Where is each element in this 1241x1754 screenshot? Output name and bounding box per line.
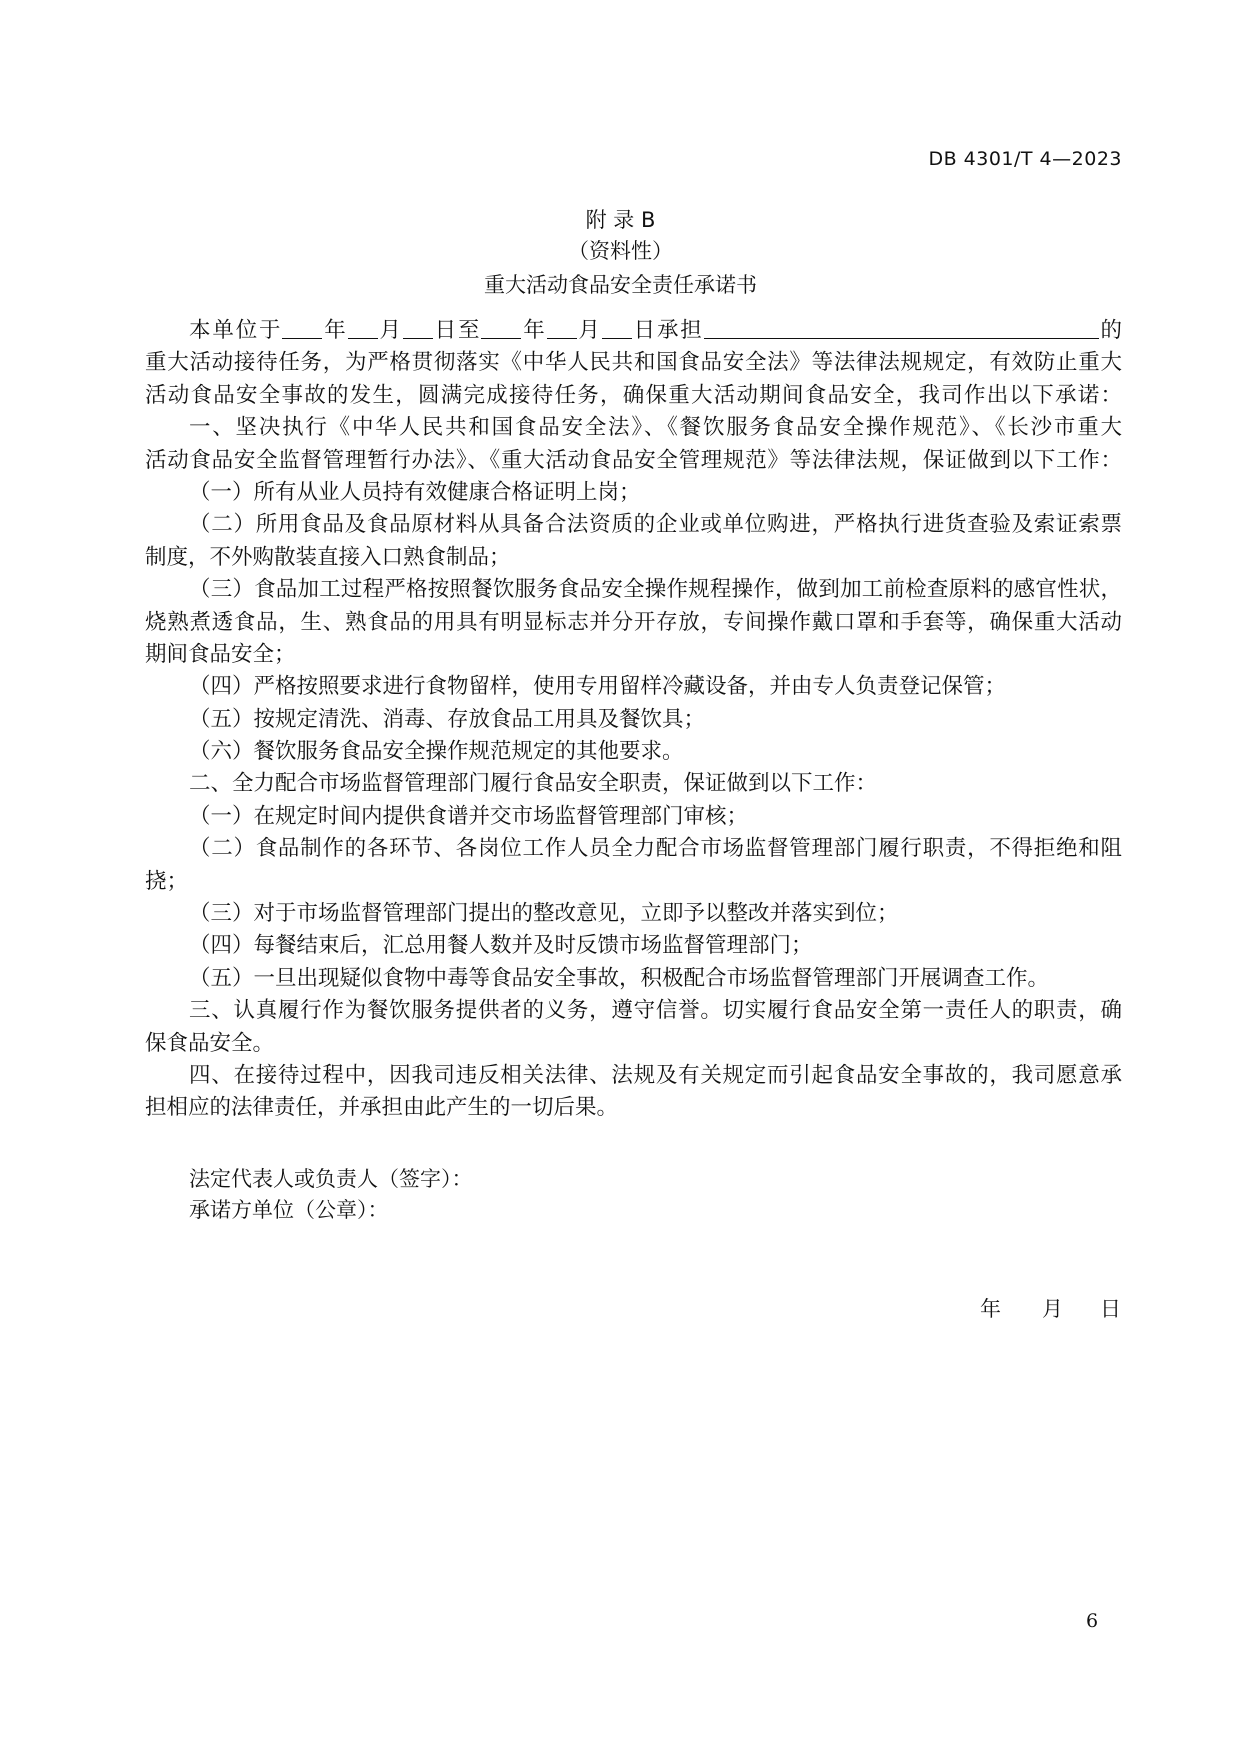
text-line: （一）所有从业人员持有效健康合格证明上岗； xyxy=(189,479,641,505)
text-line: （一）在规定时间内提供食谱并交市场监督管理部门审核； xyxy=(189,803,749,829)
blank-month-2[interactable] xyxy=(547,316,577,339)
text-line: （二）食品制作的各环节、各岗位工作人员全力配合市场监督管理部门履行职责，不得拒绝和阻 xyxy=(189,836,1122,862)
text-line: 三、认真履行作为餐饮服务提供者的义务，遵守信誉。切实履行食品安全第一责任人的职责，确 xyxy=(189,998,1122,1024)
text-line: 二、全力配合市场监督管理部门履行食品安全职责，保证做到以下工作： xyxy=(189,771,878,797)
text-line: 期间食品安全； xyxy=(145,641,296,667)
text-line: 挠； xyxy=(145,868,189,894)
blank-day-1[interactable] xyxy=(403,316,433,339)
date-year: 年 xyxy=(980,1297,1001,1321)
text-line: 重大活动接待任务，为严格贯彻落实《中华人民共和国食品安全法》等法律法规规定，有效防止重大 xyxy=(145,350,1122,376)
text-line: 制度，不外购散装直接入口熟食制品； xyxy=(145,544,511,570)
text-line: （四）每餐结束后，汇总用餐人数并及时反馈市场监督管理部门； xyxy=(189,933,813,959)
document-title: 重大活动食品安全责任承诺书 xyxy=(484,273,757,297)
blank-year-2[interactable] xyxy=(481,316,521,339)
document-code: DB 4301/T 4—2023 xyxy=(928,148,1122,170)
text-line: 担相应的法律责任，并承担由此产生的一切后果。 xyxy=(145,1095,619,1121)
text-line: （五）一旦出现疑似食物中毒等食品安全事故，积极配合市场监督管理部门开展调查工作。 xyxy=(189,965,1050,991)
blank-activity[interactable] xyxy=(704,316,1099,339)
commitment-body xyxy=(145,315,1122,1125)
blank-month-1[interactable] xyxy=(348,316,378,339)
committing-unit-seal: 承诺方单位（公章）： xyxy=(189,1198,389,1222)
text-line: （五）按规定清洗、消毒、存放食品工用具及餐饮具； xyxy=(189,706,706,732)
text-line: （三）对于市场监督管理部门提出的整改意见，立即予以整改并落实到位； xyxy=(189,901,899,927)
text-line: （六）餐饮服务食品安全操作规范规定的其他要求。 xyxy=(189,739,684,765)
appendix-label: 附 录 B xyxy=(585,208,656,232)
text-line: 活动食品安全监督管理暂行办法》、《重大活动食品安全管理规范》等法律法规，保证做到以下工作： xyxy=(145,447,1122,473)
text-line: （二）所用食品及食品原材料从具备合法资质的企业或单位购进，严格执行进货查验及索证索票 xyxy=(189,512,1122,538)
date-day: 日 xyxy=(1100,1297,1121,1321)
appendix-nature: （资料性） xyxy=(568,239,673,263)
legal-representative-signature: 法定代表人或负责人（签字）： xyxy=(189,1167,473,1191)
text-line: 保食品安全。 xyxy=(145,1030,275,1056)
blank-day-2[interactable] xyxy=(602,316,632,339)
text-line: （四）严格按照要求进行食物留样，使用专用留样冷藏设备，并由专人负责登记保管； xyxy=(189,674,1007,700)
text-line: 一、坚决执行《中华人民共和国食品安全法》、《餐饮服务食品安全操作规范》、《长沙市重大 xyxy=(189,415,1122,441)
first-line: 本单位于 年 月 日至 年 月 日承担 的 xyxy=(189,318,1122,343)
text-line: （三）食品加工过程严格按照餐饮服务食品安全操作规程操作，做到加工前检查原料的感官性状， xyxy=(189,577,1122,603)
text-line: 烧熟煮透食品，生、熟食品的用具有明显标志并分开存放，专间操作戴口罩和手套等，确保重大活动 xyxy=(145,609,1122,635)
text-line: 四、在接待过程中，因我司违反相关法律、法规及有关规定而引起食品安全事故的，我司愿意承 xyxy=(189,1062,1122,1088)
blank-year-1[interactable] xyxy=(282,316,322,339)
page-number: 6 xyxy=(1086,1610,1099,1632)
text-line: 活动食品安全事故的发生，圆满完成接待任务，确保重大活动期间食品安全，我司作出以下承诺： xyxy=(145,382,1122,408)
date-month: 月 xyxy=(1042,1297,1063,1321)
